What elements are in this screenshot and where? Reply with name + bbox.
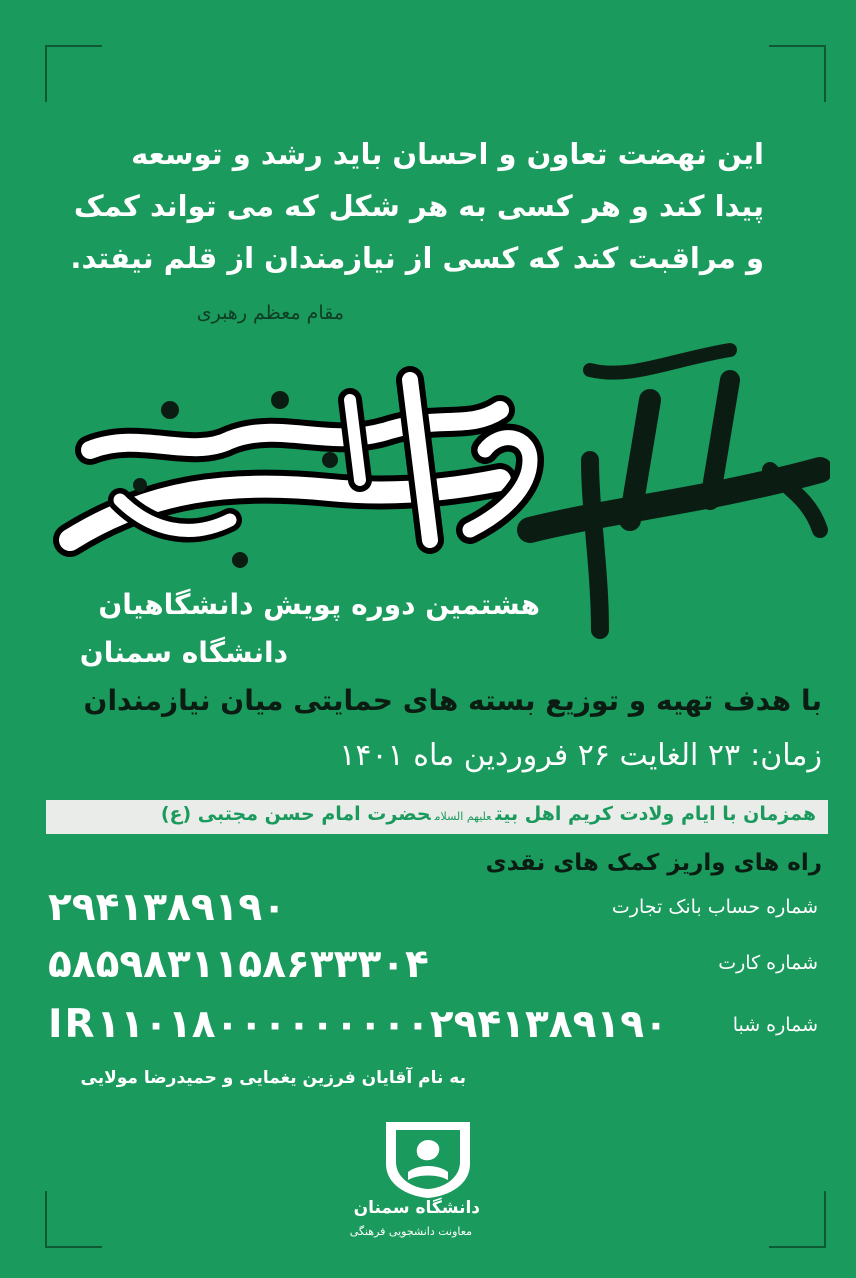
banner-part-2: حضرت امام حسن مجتبی (ع) xyxy=(160,803,431,825)
frame-corner-top-right xyxy=(769,45,826,102)
account-number: ۲۹۴۱۳۸۹۱۹۰ xyxy=(48,885,287,930)
quote-line-3: و مراقبت کند که کسی از نیازمندان از قلم نیفتد. xyxy=(70,241,764,275)
account-holders: به نام آقایان فرزین یغمایی و حمیدرضا مولایی xyxy=(80,1068,466,1088)
banner-honorific: علیهم السلام xyxy=(434,810,492,823)
program-goal: با هدف تهیه و توزیع بسته های حمایتی میان نیازمندان xyxy=(83,684,822,717)
frame-corner-top-left xyxy=(45,45,102,102)
banner-text xyxy=(161,803,816,825)
card-number: ۵۸۵۹۸۳۱۱۵۸۶۳۳۳۰۴ xyxy=(48,942,429,987)
leader-quote xyxy=(70,128,764,284)
program-time xyxy=(329,738,822,773)
logo-department: معاونت دانشجویی فرهنگی xyxy=(349,1225,472,1238)
program-edition: هشتمین دوره پویش دانشگاهیان xyxy=(98,588,540,621)
logo-university-name: دانشگاه سمنان xyxy=(353,1198,480,1218)
banner-part-1: همزمان با ایام ولادت کریم اهل بیت xyxy=(495,803,816,825)
frame-corner-bottom-right xyxy=(769,1191,826,1248)
frame-corner-bottom-left xyxy=(45,1191,102,1248)
program-university: دانشگاه سمنان xyxy=(79,636,288,669)
quote-line-2: پیدا کند و هر کسی به هر شکل که می تواند کمک xyxy=(73,189,764,223)
time-label: زمان: xyxy=(750,738,822,773)
university-logo-icon xyxy=(378,1118,478,1200)
quote-attribution: مقام معظم رهبری xyxy=(196,302,344,324)
payment-heading: راه های واریز کمک های نقدی xyxy=(485,850,822,876)
quote-line-1: این نهضت تعاون و احسان باید رشد و توسعه xyxy=(131,137,764,171)
iban-label: شماره شبا xyxy=(732,1014,818,1036)
account-label: شماره حساب بانک تجارت xyxy=(611,896,818,918)
card-label: شماره کارت xyxy=(718,952,818,974)
iban-number: IR۱۱۰۱۸۰۰۰۰۰۰۰۰۰۲۹۴۱۳۸۹۱۹۰ xyxy=(48,1002,668,1047)
time-value: ۲۳ الغایت ۲۶ فروردین ماه ۱۴۰۱ xyxy=(339,738,741,773)
occasion-banner xyxy=(46,800,828,834)
